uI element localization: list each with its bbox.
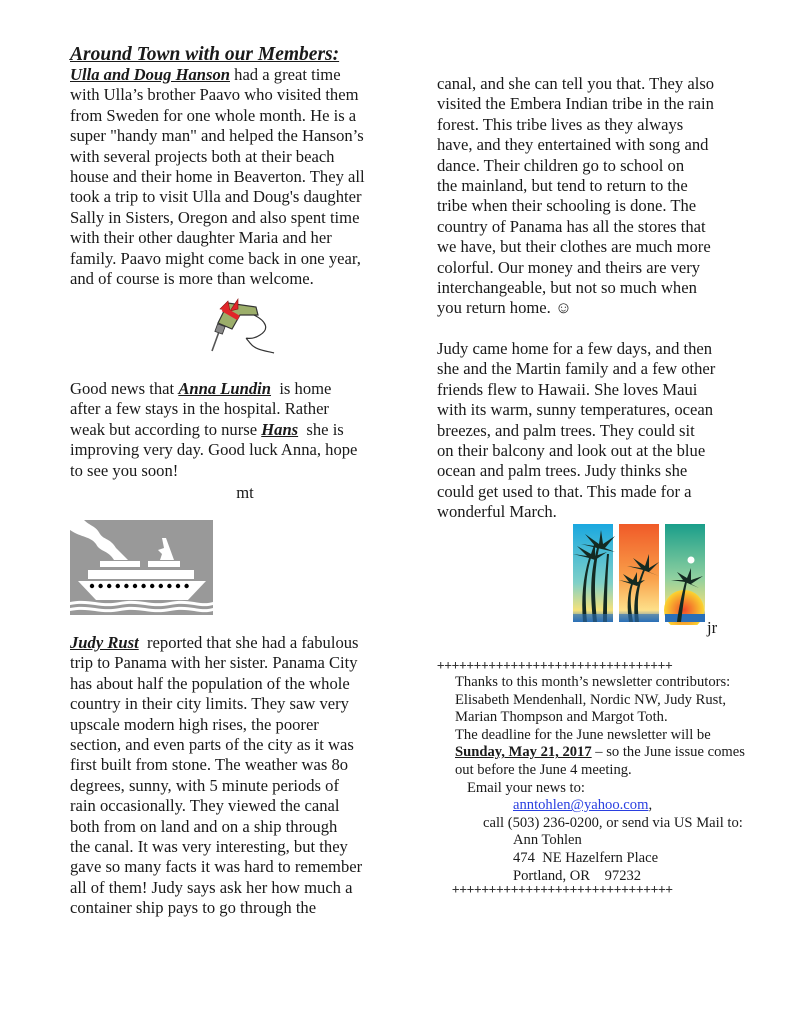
porthole — [167, 584, 171, 588]
text-line: she and the Martin family and a few other — [437, 359, 716, 379]
contributors-line-1: Elisabeth Mendenhall, Nordic NW, Judy Rust, — [455, 691, 727, 708]
text-line: and of course is more than welcome. — [70, 269, 314, 289]
text-line: canal, and she can tell you that. They also — [437, 74, 715, 93]
section-title: Around Town with our Members: — [70, 44, 340, 65]
porthole — [98, 584, 102, 588]
palm-trees-image — [567, 518, 711, 625]
text-line: with several projects both at their beach — [70, 146, 335, 166]
text-line: rain occasionally. They viewed the canal — [70, 796, 340, 816]
text-line: dance. Their children go to school on — [437, 155, 685, 175]
text-line: could get used to that. This made for a — [437, 481, 692, 501]
text-fragment: is home — [271, 379, 332, 398]
text-line: family. Paavo might come back in one year, — [70, 248, 361, 268]
hanson-article — [70, 65, 420, 289]
bow-icon — [220, 299, 238, 311]
text-line: breezes, and palm trees. They could sit — [437, 420, 695, 440]
email-line — [455, 797, 785, 815]
thanks-line: Thanks to this month’s newsletter contributors: — [455, 674, 731, 690]
cruise-ship-image — [70, 520, 213, 615]
contributors-notice — [455, 674, 785, 885]
deadline-intro: The deadline for the June newsletter will be — [455, 726, 711, 743]
porthole — [124, 584, 128, 588]
text-line: forest. This tribe lives as they always — [437, 114, 684, 134]
moon — [688, 557, 695, 564]
text-line: have, and they entertained with song and — [437, 135, 709, 155]
text-line: super "handy man" and helped the Hanson’s — [70, 126, 364, 146]
porthole — [184, 584, 188, 588]
text-line: trip to Panama with her sister. Panama City — [70, 653, 358, 673]
address-street: 474 NE Hazelfern Place — [513, 849, 659, 866]
text-line: friends flew to Hawaii. She loves Maui — [437, 379, 698, 399]
signature-jr: jr — [707, 618, 718, 637]
text-line: first built from stone. The weather was 8o — [70, 755, 349, 775]
email-link[interactable]: anntohlen@yahoo.com — [513, 797, 649, 814]
text-line: both from on land and on a ship through — [70, 816, 338, 836]
text-line: house and their home in Beaverton. They all — [70, 167, 365, 187]
text-line: wonderful March. — [437, 502, 557, 522]
text-line: degrees, sunny, with 5 minute periods of — [70, 775, 339, 795]
text-line: had a great time — [230, 65, 341, 84]
text-line: you return home. ☺ — [437, 298, 572, 318]
drill-gift-image — [198, 293, 282, 359]
phone-line: call (503) 236-0200, or send via US Mail to: — [483, 814, 743, 831]
email-comma: , — [648, 797, 653, 814]
deadline-line — [455, 744, 785, 762]
text-line — [70, 420, 420, 440]
text-line: Sally in Sisters, Oregon and also spent time — [70, 207, 360, 227]
text-line: the mainland, but tend to return to the — [437, 176, 688, 196]
rust-article — [70, 633, 430, 919]
upper-deck-2 — [148, 561, 180, 567]
ocean-2 — [619, 614, 659, 622]
text-line: improving very day. Good luck Anna, hope — [70, 440, 358, 460]
member-name-rust: Judy Rust — [70, 633, 139, 652]
text-line: all of them! Judy says ask her how much a — [70, 877, 353, 897]
porthole — [141, 584, 145, 588]
text-line: with Ulla’s brother Paavo who visited them — [70, 85, 359, 105]
porthole — [107, 584, 111, 588]
text-line: after a few stays in the hospital. Rather — [70, 399, 329, 419]
text-fragment: Good news that — [70, 379, 179, 398]
porthole — [150, 584, 154, 588]
text-line: took a trip to visit Ulla and Doug's daughter — [70, 187, 362, 207]
porthole — [116, 584, 120, 588]
text-line: interchangeable, but not so much when — [437, 278, 697, 298]
drill-cord — [246, 315, 274, 353]
lundin-article — [70, 379, 420, 503]
text-fragment: weak but according to nurse — [70, 419, 262, 439]
mid-deck — [88, 570, 194, 579]
text-line: gave so many facts it was hard to remember — [70, 857, 363, 877]
text-line: on their balcony and look out at the blue — [437, 440, 706, 460]
divider-bottom: ++++++++++++++++++++++++++++++ — [452, 881, 673, 896]
text-fragment: reported that she had a fabulous — [138, 633, 359, 652]
text-line: with their other daughter Maria and her — [70, 228, 332, 248]
left-column — [70, 44, 420, 918]
email-prompt: Email your news to: — [467, 779, 585, 796]
text-line: has about half the population of the whole — [70, 673, 350, 693]
ocean-1 — [573, 614, 613, 622]
deadline-date: Sunday, May 21, 2017 — [455, 744, 592, 761]
deadline-line-2: out before the June 4 meeting. — [455, 761, 632, 778]
hanson-line-1 — [70, 65, 420, 85]
text-line: to see you soon! — [70, 460, 179, 480]
text-line: from Sweden for one whole month. He is a — [70, 105, 357, 125]
text-line: country in their city limits. They saw very — [70, 694, 349, 714]
address-name: Ann Tohlen — [513, 832, 582, 849]
contributors-line-2: Marian Thompson and Margot Toth. — [455, 709, 668, 726]
text-line: container ship pays to go through the — [70, 898, 317, 918]
text-line: section, and even parts of the city as it was — [70, 735, 354, 755]
text-line: tribe when their schooling is done. The — [437, 196, 697, 216]
member-name-hanson: Ulla and Doug Hanson — [70, 65, 230, 84]
porthole — [176, 584, 180, 588]
text-line: upscale modern high rises, the poorer — [70, 714, 319, 734]
ocean-3 — [665, 614, 705, 622]
text-line: visited the Embera Indian tribe in the rain — [437, 94, 714, 114]
text-fragment: she is — [298, 419, 344, 439]
text-line: Judy came home for a few days, and then — [437, 338, 713, 358]
porthole — [90, 584, 94, 588]
text-line: colorful. Our money and theirs are very — [437, 257, 701, 277]
address-city: Portland, OR 97232 — [513, 867, 642, 884]
porthole — [159, 584, 163, 588]
porthole — [133, 584, 137, 588]
signature-mt: mt — [236, 483, 254, 503]
text-line: with its warm, sunny temperatures, ocean — [437, 400, 714, 420]
text-line: the canal. It was very interesting, but they — [70, 837, 348, 857]
member-name-lundin: Anna Lundin — [178, 379, 272, 398]
hawaii-article — [437, 339, 777, 523]
divider-top: ++++++++++++++++++++++++++++++++ — [437, 657, 673, 672]
text-line: country of Panama has all the stores that — [437, 216, 706, 236]
text-line: we have, but their clothes are much more — [437, 237, 711, 257]
deadline-suffix: – so the June issue comes — [591, 744, 745, 761]
text-line: ocean and palm trees. Judy thinks she — [437, 461, 688, 481]
member-name-hans: Hans — [261, 419, 299, 439]
palm-panel-2 — [619, 524, 659, 622]
text-line — [70, 633, 430, 653]
upper-deck-1 — [100, 561, 140, 567]
text-line — [70, 379, 420, 399]
right-column — [437, 74, 777, 523]
panama-continued — [437, 74, 777, 319]
